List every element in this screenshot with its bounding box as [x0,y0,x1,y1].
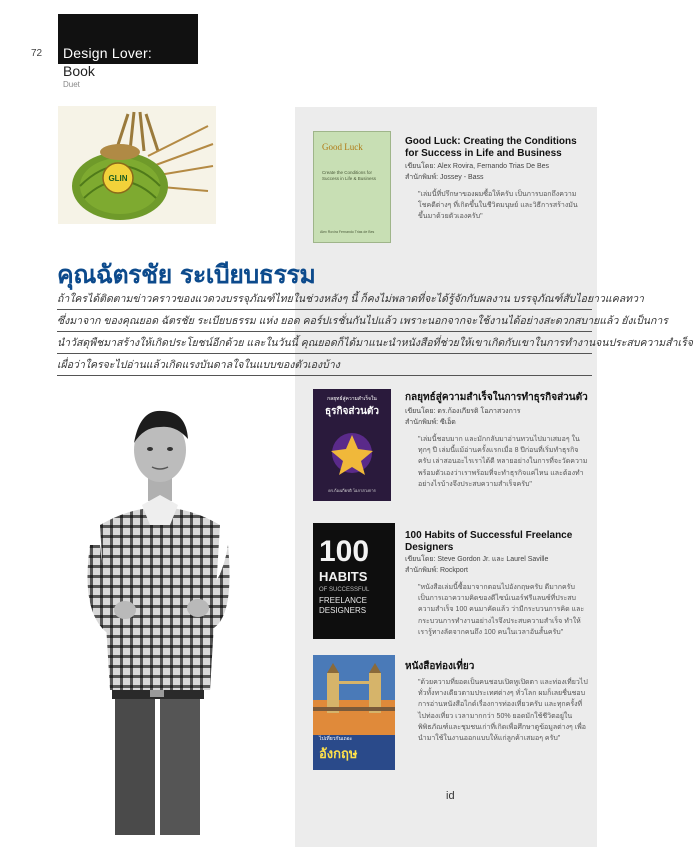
person-name: คุณฉัตรชัย ระเบียบธรรม [57,260,316,289]
cover-title: Good Luck [322,142,363,152]
intro-line: นำวัสดุพืชมาสร้างให้เกิดประโยชน์อีกด้วย และในวันนี้ คุณยอดก็ได้มาแนะนำหนังสือที่ช่วยให้เขาเกิดกับเขาในการทำงานจนประสบความสำเร็จ [57,332,592,354]
section-subtitle: Book [63,63,95,79]
book-review: "หนังสือเล่มนี้ซื้อมาจากตอนไปอังกฤษครับ ดีมากครับ เป็นการเอาความคิดของดีไซน์เนอร์ฟรีแลนซ์ที่ประสบความสำเร็จ 100 คนมาคัดแล้ว ว่ามีกระบวนการคิด และกระบวนการทำงานอย่างไรจึงประสบความสำเร็จ ทำให้เรารู้ทางลัดจากคนถึง 100 คนในเวลาอันสั้นครับ" [418,584,585,636]
book-review: "เล่มนี้ที่ปรึกษาของผมซื้อให้ครับ เป็นการบอกถึงความโชคดีต่างๆ ที่เกิดขึ้นในชีวิตมนุษย์ และวิธีการสร้างมันขึ้นมาด้วยตัวเองครับ" [418,191,578,221]
book-author: เขียนโดย: Alex Rovira, Fernando Trias De Bes [405,163,550,170]
intro-line: ถ้าใครได้ติดตามข่าวคราวของแวดวงบรรจุภัณฑ์ไทยในช่วงหลังๆ นี้ ก็คงไม่พลาดที่จะได้รู้จักกับผลงาน บรรจุภัณฑ์สับไอยาวแคลทวา [57,288,592,310]
cover-big-title: อังกฤษ [319,746,358,761]
cover-number: 100 [319,535,370,568]
intro-line: ซึ่งมาจาก ของคุณยอด ฉัตรชัย ระเบียบธรรม แห่ง ยอด คอร์ปเรชั่นกันไปแล้ว เพราะนอกจากจะใช้งานได้อย่างสะดวกสบายแล้ว ยังเป็นการ [57,310,592,332]
book-author: เขียนโดย: ดร.ก้องเกียรติ โอภาสวงการ [405,408,521,415]
intro-text [57,288,693,376]
cover-art [327,429,377,477]
book-review: "เล่มนี้ชอบมาก และมักกลับมาอ่านทวนไปมาเสมอๆ ในทุกๆ ปี เล่มนี้แม้อ่านครั้งแรกเมื่อ 8 ปีก่อนที่เริ่มทำธุรกิจครับ เล่าสอนอะไรเราได้ดี หลายอย่างในการที่จะวัดความพร้อมตัวเองว่าเราพร้อมที่จะทำธุรกิจแค่ไหน และต้องทำอย่างไรบ้างจึงประสบความสำเร็จครับ" [418,436,588,488]
cover-subtitle: Create the Conditions for Success in Life & Business [322,170,377,182]
book-publisher: สำนักพิมพ์: Rockport [405,567,468,574]
book-cover-good-luck [313,131,391,243]
cover-line: OF SUCCESSFUL [319,587,370,593]
book-publisher: สำนักพิมพ์: Jossey - Bass [405,174,484,181]
book-title: กลยุทธ์สู่ความสำเร็จในการทำธุรกิจส่วนตัว [405,392,588,403]
book-author: เขียนโดย: Steve Gordon Jr. และ Laurel Saville [405,556,549,563]
book-review: "ด้วยความที่ยอดเป็นคนชอบเปิดหูเปิดตา และท่องเที่ยวไปทั่วทั้งทางเดียวตามประเทศต่างๆ ทั่วโลก ผมก็เลยชื่นชอบการอ่านหนังสือไกด์เรื่องการท่องเที่ยวครับ และทุกครั้งที่ไปท่องเที่ยว เวลามากกว่า 50% ยอดมักใช้ชีวิตอยู่ในพิพิธภัณฑ์และชุมชนเก่าที่เกิดเพื่อศึกษาดูข้อมูลต่างๆ เพื่อนำมาใช้ในงานออกแบบให้แก่ลูกค้าเสมอๆ ครับ" [418,679,588,742]
product-photo [58,106,216,224]
book-title: 100 Habits of Successful Freelance Designers [405,530,573,553]
section-tag: Duet [63,80,80,89]
cover-habits: HABITS [319,569,368,584]
cover-line: FREELANCE [319,596,368,605]
book-cover-business-strategy [313,389,391,501]
cover-line: DESIGNERS [319,606,367,615]
book-publisher: สำนักพิมพ์: ซีเอ็ด [405,419,456,426]
cover-author: ดร.ก้องเกียรติ โอภาสวงการ [328,488,376,493]
book-title: หนังสือท่องเที่ยว [405,661,475,672]
book-cover-100-habits [313,523,395,639]
footer-mark: id [446,790,455,802]
portrait-photo [70,395,250,835]
cover-title: กลยุทธ์สู่ความสำเร็จใน [327,396,377,402]
page-number: 72 [31,48,43,59]
cover-big-title: ธุรกิจส่วนตัว [324,406,380,417]
product-label-text: GLIN [108,174,128,183]
cover-authors: Alex Rovira Fernando Trias de Bes [320,230,375,234]
section-title: Design Lover: [63,45,152,61]
cover-art-tower-bridge [313,655,395,735]
book-cover-travel [313,655,395,770]
intro-line: เผื่อว่าใครจะไปอ่านแล้วเกิดแรงบันดาลใจในแบบของตัวเองบ้าง [57,354,592,376]
cover-small-title: ไปเที่ยวกันเถอะ [319,736,353,742]
book-title: Good Luck: Creating the Conditions for Success in Life and Business [405,136,577,159]
